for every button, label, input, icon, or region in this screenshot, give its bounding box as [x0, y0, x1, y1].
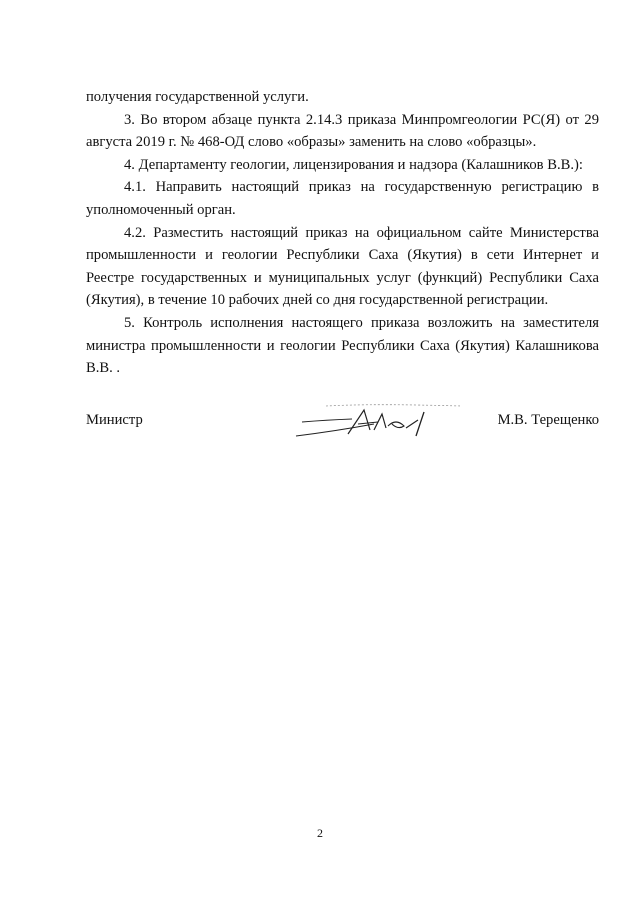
- paragraph-item-4: 4. Департаменту геологии, лицензирования и надзора (Калашников В.В.):: [124, 156, 583, 173]
- paragraph-item-4-1: 4.1. Направить настоящий приказ на государственную регистрацию в уполномоченный орган.: [86, 179, 599, 218]
- paragraph-item-4-2: 4.2. Разместить настоящий приказ на официальном сайте Министерства промышленности и геологии Республики Саха (Якутия) в сети Интернет и Реестре государственных и муниципальных услуг (функций) Республики Саха (Якутия), в течение 10 рабочих дней со дня государственной регистрации.: [86, 224, 599, 309]
- paragraph-item-3: 3. Во втором абзаце пункта 2.14.3 приказа Минпромгеологии РС(Я) от 29 августа 2019 г. № 468-ОД слово «образы» заменить на слово «образцы».: [86, 111, 599, 151]
- signature-block: [86, 412, 599, 452]
- signatory-name: М.В. Терещенко: [497, 412, 599, 428]
- document-body: [86, 86, 599, 380]
- page-number: 2: [317, 826, 323, 840]
- handwritten-signature-icon: [266, 400, 466, 444]
- paragraph-continuation: получения государственной услуги.: [86, 89, 309, 105]
- paragraph-item-5: 5. Контроль исполнения настоящего приказа возложить на заместителя министра промышленности и геологии Республики Саха (Якутия) Калашникова В.В. .: [86, 314, 599, 377]
- signatory-role: Министр: [86, 412, 143, 428]
